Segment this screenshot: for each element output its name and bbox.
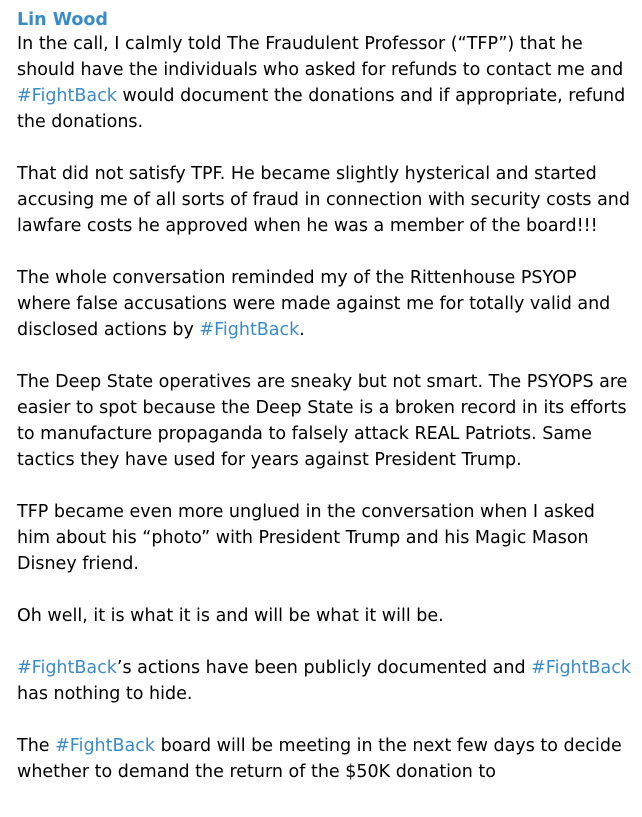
text-segment: That did not satisfy TPF. He became slightly hysterical and started accusing me of all sorts of fraud in connection with security costs and lawfare costs he approved when he was a member of the board!!! <box>17 164 630 236</box>
message-paragraph <box>17 265 632 343</box>
hashtag-link[interactable]: #FightBack <box>531 658 631 678</box>
message-paragraph <box>17 733 632 785</box>
text-segment: has nothing to hide. <box>17 684 193 704</box>
hashtag-link[interactable]: #FightBack <box>199 320 300 340</box>
hashtag-link[interactable]: #FightBack <box>17 658 117 678</box>
message-text <box>17 31 632 785</box>
message-paragraph <box>17 369 632 473</box>
message-paragraph <box>17 655 632 707</box>
message-author[interactable]: Lin Wood <box>17 10 108 30</box>
text-segment: ’s actions have been publicly documented and <box>116 658 532 678</box>
text-segment: board will be meeting in the next few days to decide whether to demand the return of the $50K donation to <box>17 736 622 782</box>
text-segment: The whole conversation reminded my of the Rittenhouse PSYOP where false accusations were made against me for totally valid and disclosed actions by <box>17 268 611 340</box>
text-segment: In the call, I calmly told The Fraudulent Professor (“TFP”) that he should have the individuals who asked for refunds to contact me and <box>17 34 624 80</box>
text-segment: . <box>299 320 305 340</box>
message-paragraph <box>17 31 632 135</box>
text-segment: Oh well, it is what it is and will be what it will be. <box>17 606 444 626</box>
text-segment: The Deep State operatives are sneaky but not smart. The PSYOPS are easier to spot because the Deep State is a broken record in its efforts to manufacture propaganda to falsely attack REAL Patriots. Same tactics they have used for years against President Trump. <box>17 372 628 470</box>
message-paragraph <box>17 161 632 239</box>
hashtag-link[interactable]: #FightBack <box>17 86 117 106</box>
text-segment: TFP became even more unglued in the conversation when I asked him about his “photo” with President Trump and his Magic Mason Disney friend. <box>17 502 595 574</box>
text-segment: would document the donations and if appropriate, refund the donations. <box>17 86 626 132</box>
hashtag-link[interactable]: #FightBack <box>55 736 155 756</box>
message-paragraph <box>17 499 632 577</box>
message-paragraph <box>17 603 632 629</box>
text-segment: The <box>17 736 56 756</box>
